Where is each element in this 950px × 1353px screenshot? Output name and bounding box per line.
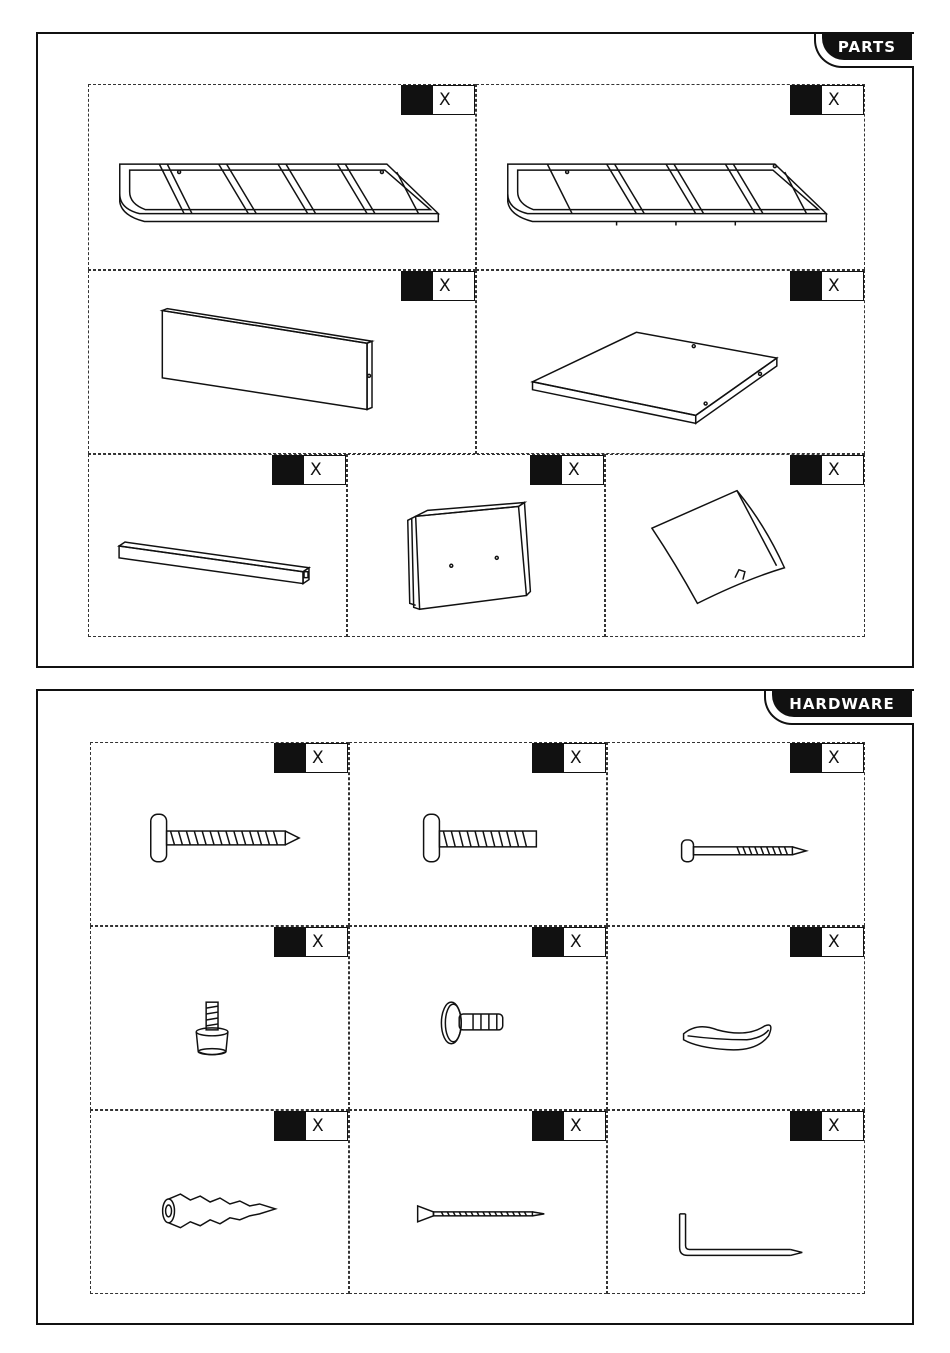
wall-anchor-illustration <box>91 1111 348 1293</box>
shelf-pin-illustration <box>350 927 606 1109</box>
hardware-cell-thin-bolt <box>607 742 865 926</box>
thin-bolt-illustration <box>608 743 864 925</box>
multiplier: X <box>312 748 324 768</box>
multiplier: X <box>312 932 324 952</box>
hardware-cell-adjustable-foot <box>90 926 349 1110</box>
allen-key-illustration <box>608 1111 864 1293</box>
hardware-cell-wood-screw <box>349 1110 607 1294</box>
multiplier: X <box>828 748 840 768</box>
wood-screw-illustration <box>350 1111 606 1293</box>
multiplier: X <box>828 460 840 480</box>
hardware-cell-allen-key <box>607 1110 865 1294</box>
cam-lock-illustration <box>608 927 864 1109</box>
hardware-cell-short-cam-bolt <box>349 742 607 926</box>
parts-panel <box>36 32 914 668</box>
long-cam-bolt-illustration <box>91 743 348 925</box>
multiplier: X <box>828 1116 840 1136</box>
part-cell-side-frame-right <box>476 84 865 270</box>
multiplier: X <box>570 932 582 952</box>
shelf-board-illustration <box>477 271 864 453</box>
hardware-cell-long-cam-bolt <box>90 742 349 926</box>
hardware-cell-cam-lock <box>607 926 865 1110</box>
support-bar-illustration <box>89 455 346 636</box>
side-frame-right-illustration <box>477 85 864 269</box>
short-cam-bolt-illustration <box>350 743 606 925</box>
adjustable-foot-illustration <box>91 927 348 1109</box>
hardware-cell-wall-anchor <box>90 1110 349 1294</box>
hardware-title: HARDWARE <box>772 691 912 717</box>
back-panel-illustration <box>89 271 475 453</box>
multiplier: X <box>828 276 840 296</box>
multiplier: X <box>439 90 451 110</box>
part-cell-back-panel <box>88 270 476 454</box>
cover-sheet-illustration <box>606 455 864 636</box>
multiplier: X <box>570 1116 582 1136</box>
part-cell-shelf-board <box>476 270 865 454</box>
board-stack-illustration <box>348 455 604 636</box>
multiplier: X <box>439 276 451 296</box>
part-cell-board-stack <box>347 454 605 637</box>
part-cell-support-bar <box>88 454 347 637</box>
side-frame-left-illustration <box>89 85 475 269</box>
hardware-panel <box>36 689 914 1325</box>
multiplier: X <box>570 748 582 768</box>
parts-title: PARTS <box>822 34 912 60</box>
hardware-cell-shelf-pin <box>349 926 607 1110</box>
multiplier: X <box>310 460 322 480</box>
multiplier: X <box>828 90 840 110</box>
multiplier: X <box>568 460 580 480</box>
part-cell-cover-sheet <box>605 454 865 637</box>
multiplier: X <box>312 1116 324 1136</box>
part-cell-side-frame-left <box>88 84 476 270</box>
multiplier: X <box>828 932 840 952</box>
